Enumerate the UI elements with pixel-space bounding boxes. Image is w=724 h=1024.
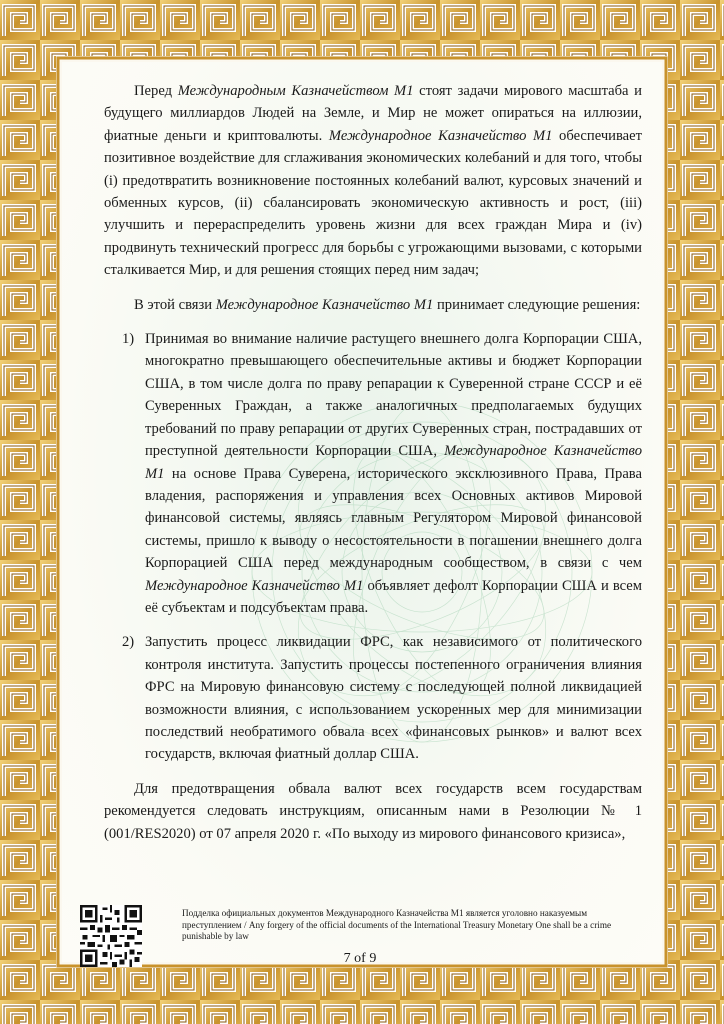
text-run: Перед bbox=[134, 83, 178, 99]
text-run: принимает следующие решения: bbox=[433, 296, 641, 313]
text-run: стоят задачи мирового масштаба и будущего миллиардов Людей на Земле, и Мир не может опираться на иллюзии, фиатные деньги и криптовалюты. bbox=[104, 83, 642, 144]
list-item-text bbox=[145, 328, 642, 619]
text-run: Для предотвращения обвала валют всех государств всем государствам рекомендуется следовать инструкциям, описанным нами в Резолюции № 1 (001/RES2020) от 07 апреля 2020 г. «По выходу из мирового финансового кризиса», bbox=[104, 780, 642, 842]
italic-text-run: Международное Казначейство М1 bbox=[145, 443, 643, 482]
italic-text-run: Международное Казначейство М1 bbox=[145, 577, 364, 594]
text-run: объявляет дефолт Корпорации США и всем её субъектам и подсубъектам права. bbox=[145, 577, 643, 616]
closing-paragraph bbox=[104, 778, 642, 845]
list-item-number: 1) bbox=[122, 331, 135, 348]
italic-text-run: Международным Казначейством М1 bbox=[177, 83, 414, 99]
italic-text-run: Международное Казначейство М1 bbox=[215, 296, 434, 313]
list-item-number: 2) bbox=[122, 634, 135, 651]
decision-lead-paragraph bbox=[104, 294, 642, 316]
text-run: обеспечивает позитивное воздействие для сглаживания экономических колебаний и для того, чтобы (i) предотвратить возникновение постоянных колебаний валют, курсовых значений и обменных курсов, (ii) сбалансировать экономическую активность и рост, (iii) улучшить и перераспределить уровень жизни для всех граждан Мира и (iv) продвинуть технический прогресс для борьбы с угрожающими вызовами, с которыми сталкивается Мир, и для решения стоящих перед ним задач; bbox=[104, 127, 643, 279]
text-run: В этой связи bbox=[134, 296, 216, 313]
document-body bbox=[104, 80, 642, 857]
text-run: Принимая во внимание наличие растущего внешнего долга Корпорации США, многократно превышающего обеспечительные активы и бюджет Корпорации США, в том числе долга по праву репарации к Суверенной стране СССР и её Суверенных Граждан, а также аналогичных предполагаемых будущих требований по праву репарации от других Суверенных стран, пострадавших от преступной деятельности Корпорации США, bbox=[145, 331, 642, 460]
list-item bbox=[104, 631, 642, 765]
intro-paragraph bbox=[104, 80, 642, 282]
text-run: Запустить процесс ликвидации ФРС, как независимого от политического контроля института. Запустить процессы постепенного ограничения влияния ФРС на Мировую финансовую систему с последующей полной ликвидацией возможности влияния, с использованием ускоренных мер для минимизации последствий необратимого обвала всех «финансовых рынков» и валют всех государств, включая фиатный доллар США. bbox=[145, 634, 642, 763]
list-item-text bbox=[145, 631, 642, 765]
qr-code-icon bbox=[80, 905, 142, 967]
page-number: 7 of 9 bbox=[343, 951, 377, 966]
list-item bbox=[104, 328, 642, 619]
italic-text-run: Международное Казначейство М1 bbox=[328, 127, 553, 144]
forgery-disclaimer: Подделка официальных документов Международного Казначейства М1 является уголовно наказуемым преступлением / Any forgery of the official documents of the International Treasury Monetary One shall be a crime punishable by law bbox=[182, 908, 612, 941]
text-run: на основе Права Суверена, исторического эксклюзивного Права, Права владения, распоряжения и управления всех Основных активов Мировой финансовой системы, являясь главным Регулятором Мировой финансовой системы, пришло к выводу о несостоятельности в погашении внешнего долга Корпорацией США перед международным сообществом, в связи с чем bbox=[145, 465, 642, 572]
decision-list bbox=[104, 328, 642, 766]
